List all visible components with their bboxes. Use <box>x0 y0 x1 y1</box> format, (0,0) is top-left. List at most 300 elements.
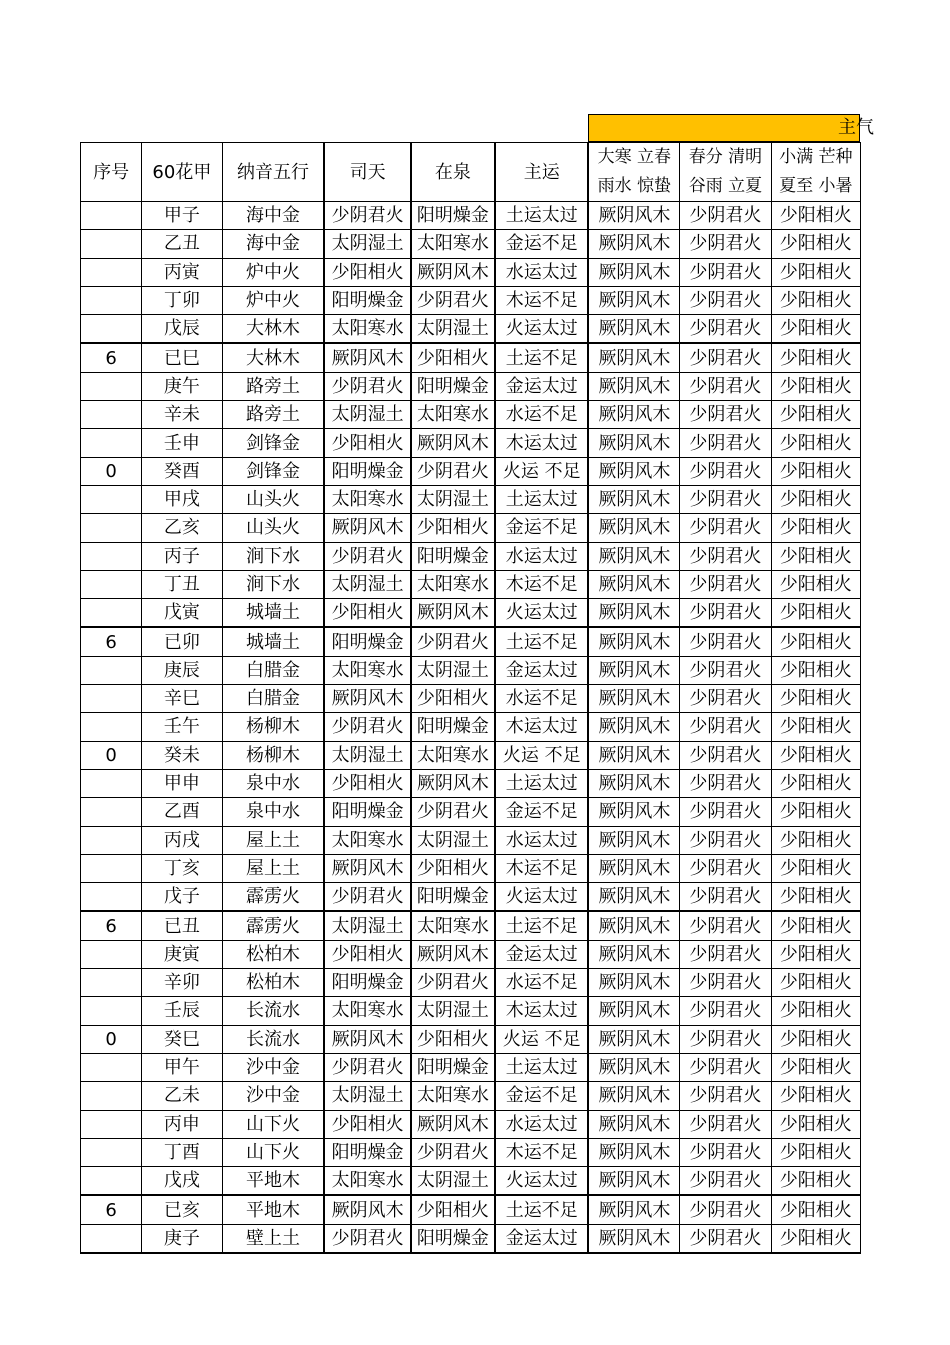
sitian-cell: 厥阴风木 <box>324 1195 410 1224</box>
qi3-cell: 少阳相火 <box>771 997 860 1025</box>
sitian-cell: 太阳寒水 <box>324 315 410 344</box>
ganzhi-cell: 已亥 <box>142 1195 222 1224</box>
qi3-cell: 少阳相火 <box>771 372 860 400</box>
seq-cell <box>81 798 142 826</box>
table-row <box>81 1110 861 1138</box>
sitian-cell: 太阳寒水 <box>324 826 410 854</box>
seq-cell <box>81 542 142 570</box>
seq-cell <box>81 286 142 314</box>
seq-cell <box>81 230 142 258</box>
zaiquan-cell: 少阴君火 <box>411 286 495 314</box>
header-qi3-line1: 小满 芒种 <box>779 147 853 167</box>
qi2-cell: 少阴君火 <box>680 1224 771 1253</box>
nayin-cell: 山头火 <box>222 485 324 513</box>
zhuyun-cell: 木运太过 <box>495 997 588 1025</box>
qi3-cell: 少阳相火 <box>771 713 860 741</box>
header-qi1 <box>588 143 679 202</box>
sitian-cell: 太阴湿土 <box>324 570 410 598</box>
qi1-cell: 厥阴风木 <box>588 315 679 344</box>
qi3-cell: 少阳相火 <box>771 429 860 457</box>
zaiquan-cell: 少阳相火 <box>411 1025 495 1053</box>
ganzhi-cell: 癸未 <box>142 741 222 769</box>
qi1-cell: 厥阴风木 <box>588 1082 679 1110</box>
zhuyun-cell: 金运太过 <box>495 372 588 400</box>
qi2-cell: 少阴君火 <box>680 570 771 598</box>
zaiquan-cell: 厥阴风木 <box>411 769 495 797</box>
nayin-cell: 白腊金 <box>222 685 324 713</box>
table-row <box>81 656 861 684</box>
zaiquan-cell: 太阳寒水 <box>411 401 495 429</box>
qi1-cell: 厥阴风木 <box>588 911 679 940</box>
qi1-cell: 厥阴风木 <box>588 940 679 968</box>
zhuyun-cell: 金运不足 <box>495 1082 588 1110</box>
qi2-cell: 少阴君火 <box>680 514 771 542</box>
qi1-cell: 厥阴风木 <box>588 685 679 713</box>
zhuyun-cell: 土运太过 <box>495 769 588 797</box>
sitian-cell: 厥阴风木 <box>324 514 410 542</box>
zhuyun-cell: 水运太过 <box>495 542 588 570</box>
ganzhi-cell: 辛未 <box>142 401 222 429</box>
table-row <box>81 826 861 854</box>
header-row <box>81 143 861 202</box>
qi1-cell: 厥阴风木 <box>588 826 679 854</box>
qi3-cell: 少阳相火 <box>771 599 860 628</box>
table-row <box>81 798 861 826</box>
qi3-cell: 少阳相火 <box>771 656 860 684</box>
table-row <box>81 485 861 513</box>
qi2-cell: 少阴君火 <box>680 854 771 882</box>
seq-cell <box>81 372 142 400</box>
zaiquan-cell: 阳明燥金 <box>411 1053 495 1081</box>
seq-cell <box>81 1053 142 1081</box>
zhuyun-cell: 水运太过 <box>495 826 588 854</box>
table-row <box>81 883 861 912</box>
ganzhi-cell: 癸酉 <box>142 457 222 485</box>
zhuyun-cell: 金运太过 <box>495 940 588 968</box>
table-row <box>81 599 861 628</box>
table-row <box>81 969 861 997</box>
zhuyun-cell: 木运太过 <box>495 713 588 741</box>
nayin-cell: 剑锋金 <box>222 429 324 457</box>
sitian-cell: 少阴君火 <box>324 1053 410 1081</box>
table-row <box>81 230 861 258</box>
qi2-cell: 少阴君火 <box>680 997 771 1025</box>
zaiquan-cell: 阳明燥金 <box>411 1224 495 1253</box>
qi1-cell: 厥阴风木 <box>588 1138 679 1166</box>
zhuyun-cell: 木运不足 <box>495 286 588 314</box>
sitian-cell: 厥阴风木 <box>324 685 410 713</box>
seq-cell <box>81 315 142 344</box>
table-row <box>81 1167 861 1196</box>
seq-cell <box>81 854 142 882</box>
table-row <box>81 1224 861 1253</box>
table-row <box>81 1082 861 1110</box>
qi1-cell: 厥阴风木 <box>588 1110 679 1138</box>
ganzhi-cell: 癸巳 <box>142 1025 222 1053</box>
ganzhi-cell: 甲戌 <box>142 485 222 513</box>
seq-cell: 6 <box>81 627 142 656</box>
sitian-cell: 阳明燥金 <box>324 286 410 314</box>
zaiquan-cell: 阳明燥金 <box>411 202 495 230</box>
qi2-cell: 少阴君火 <box>680 798 771 826</box>
qi2-cell: 少阴君火 <box>680 685 771 713</box>
zhuyun-cell: 木运不足 <box>495 854 588 882</box>
header-qi2 <box>680 143 771 202</box>
ganzhi-cell: 已卯 <box>142 627 222 656</box>
table-row <box>81 514 861 542</box>
nayin-cell: 城墙土 <box>222 599 324 628</box>
qi1-cell: 厥阴风木 <box>588 1195 679 1224</box>
qi2-cell: 少阴君火 <box>680 969 771 997</box>
nayin-cell: 屋上土 <box>222 854 324 882</box>
zaiquan-cell: 少阴君火 <box>411 457 495 485</box>
ganzhi-cell: 壬午 <box>142 713 222 741</box>
nayin-cell: 涧下水 <box>222 570 324 598</box>
seq-cell <box>81 1167 142 1196</box>
ganzhi-cell: 丁亥 <box>142 854 222 882</box>
sitian-cell: 少阴君火 <box>324 202 410 230</box>
nayin-cell: 山下火 <box>222 1110 324 1138</box>
zhuyun-cell: 木运不足 <box>495 1138 588 1166</box>
seq-cell <box>81 883 142 912</box>
qi3-cell: 少阳相火 <box>771 769 860 797</box>
qi3-cell: 少阳相火 <box>771 1167 860 1196</box>
zhuyun-cell: 金运太过 <box>495 1224 588 1253</box>
qi3-cell: 少阳相火 <box>771 798 860 826</box>
ganzhi-cell: 壬辰 <box>142 997 222 1025</box>
qi2-cell: 少阴君火 <box>680 741 771 769</box>
sitian-cell: 少阳相火 <box>324 599 410 628</box>
header-zaiquan: 在泉 <box>411 143 495 202</box>
qi3-cell: 少阳相火 <box>771 1053 860 1081</box>
table-row <box>81 1138 861 1166</box>
sitian-cell: 太阴湿土 <box>324 401 410 429</box>
qi3-cell: 少阳相火 <box>771 343 860 372</box>
zaiquan-cell: 阳明燥金 <box>411 713 495 741</box>
qi1-cell: 厥阴风木 <box>588 997 679 1025</box>
table-row <box>81 854 861 882</box>
zhuyun-cell: 木运太过 <box>495 429 588 457</box>
seq-cell: 6 <box>81 911 142 940</box>
qi1-cell: 厥阴风木 <box>588 854 679 882</box>
table-row <box>81 627 861 656</box>
nayin-cell: 城墙土 <box>222 627 324 656</box>
sitian-cell: 阳明燥金 <box>324 1138 410 1166</box>
qi2-cell: 少阴君火 <box>680 230 771 258</box>
nayin-cell: 涧下水 <box>222 542 324 570</box>
qi3-cell: 少阳相火 <box>771 854 860 882</box>
qi1-cell: 厥阴风木 <box>588 599 679 628</box>
zhuyun-cell: 木运不足 <box>495 570 588 598</box>
sitian-cell: 少阴君火 <box>324 1224 410 1253</box>
sitian-cell: 少阳相火 <box>324 769 410 797</box>
qi2-cell: 少阴君火 <box>680 1025 771 1053</box>
ganzhi-cell: 丙子 <box>142 542 222 570</box>
zaiquan-cell: 少阳相火 <box>411 1195 495 1224</box>
zhuyun-cell: 水运太过 <box>495 258 588 286</box>
nayin-cell: 大林木 <box>222 315 324 344</box>
seq-cell <box>81 1224 142 1253</box>
qi3-cell: 少阳相火 <box>771 627 860 656</box>
ganzhi-cell: 丁卯 <box>142 286 222 314</box>
zhuyun-cell: 水运太过 <box>495 1110 588 1138</box>
zhuyun-cell: 火运 不足 <box>495 457 588 485</box>
header-nayin: 纳音五行 <box>222 143 324 202</box>
header-qi3 <box>771 143 860 202</box>
qi3-cell: 少阳相火 <box>771 315 860 344</box>
qi1-cell: 厥阴风木 <box>588 627 679 656</box>
ganzhi-cell: 辛巳 <box>142 685 222 713</box>
nayin-cell: 海中金 <box>222 230 324 258</box>
nayin-cell: 山下火 <box>222 1138 324 1166</box>
qi3-cell: 少阳相火 <box>771 1110 860 1138</box>
qi1-cell: 厥阴风木 <box>588 230 679 258</box>
zaiquan-cell: 太阳寒水 <box>411 741 495 769</box>
zhuyun-cell: 金运太过 <box>495 656 588 684</box>
qi3-cell: 少阳相火 <box>771 940 860 968</box>
zhuyun-cell: 火运 不足 <box>495 1025 588 1053</box>
seq-cell <box>81 1110 142 1138</box>
sitian-cell: 少阳相火 <box>324 940 410 968</box>
seq-cell <box>81 656 142 684</box>
qi2-cell: 少阴君火 <box>680 401 771 429</box>
sitian-cell: 少阴君火 <box>324 713 410 741</box>
nayin-cell: 霹雳火 <box>222 883 324 912</box>
zaiquan-cell: 太阳寒水 <box>411 230 495 258</box>
qi3-cell: 少阳相火 <box>771 1138 860 1166</box>
qi3-cell: 少阳相火 <box>771 570 860 598</box>
seq-cell <box>81 202 142 230</box>
sitian-cell: 少阴君火 <box>324 542 410 570</box>
nayin-cell: 大林木 <box>222 343 324 372</box>
table-row <box>81 202 861 230</box>
zhuyun-cell: 火运 不足 <box>495 741 588 769</box>
seq-cell <box>81 713 142 741</box>
qi3-cell: 少阳相火 <box>771 401 860 429</box>
nayin-cell: 炉中火 <box>222 258 324 286</box>
table-row <box>81 429 861 457</box>
data-table <box>80 142 861 1254</box>
sitian-cell: 太阴湿土 <box>324 1082 410 1110</box>
qi1-cell: 厥阴风木 <box>588 286 679 314</box>
qi3-cell: 少阳相火 <box>771 1082 860 1110</box>
sitian-cell: 太阳寒水 <box>324 997 410 1025</box>
qi1-cell: 厥阴风木 <box>588 429 679 457</box>
nayin-cell: 海中金 <box>222 202 324 230</box>
seq-cell: 6 <box>81 1195 142 1224</box>
zhuyun-cell: 土运太过 <box>495 1053 588 1081</box>
nayin-cell: 沙中金 <box>222 1053 324 1081</box>
seq-cell <box>81 1082 142 1110</box>
qi3-cell: 少阳相火 <box>771 286 860 314</box>
ganzhi-cell: 庚子 <box>142 1224 222 1253</box>
qi2-cell: 少阴君火 <box>680 1082 771 1110</box>
qi3-cell: 少阳相火 <box>771 202 860 230</box>
sitian-cell: 太阴湿土 <box>324 741 410 769</box>
seq-cell <box>81 769 142 797</box>
seq-cell <box>81 258 142 286</box>
banner-label: 主气 <box>838 117 874 138</box>
zhuyun-cell: 火运太过 <box>495 315 588 344</box>
qi2-cell: 少阴君火 <box>680 315 771 344</box>
qi2-cell: 少阴君火 <box>680 1138 771 1166</box>
zhuyun-cell: 土运不足 <box>495 343 588 372</box>
zaiquan-cell: 少阴君火 <box>411 627 495 656</box>
ganzhi-cell: 戊寅 <box>142 599 222 628</box>
table-row <box>81 570 861 598</box>
zhuyun-cell: 土运不足 <box>495 1195 588 1224</box>
zaiquan-cell: 太阳寒水 <box>411 1082 495 1110</box>
sitian-cell: 厥阴风木 <box>324 854 410 882</box>
qi1-cell: 厥阴风木 <box>588 401 679 429</box>
qi2-cell: 少阴君火 <box>680 627 771 656</box>
qi2-cell: 少阴君火 <box>680 1053 771 1081</box>
qi2-cell: 少阴君火 <box>680 202 771 230</box>
ganzhi-cell: 戊辰 <box>142 315 222 344</box>
qi1-cell: 厥阴风木 <box>588 713 679 741</box>
header-banner <box>588 114 860 142</box>
nayin-cell: 白腊金 <box>222 656 324 684</box>
qi2-cell: 少阴君火 <box>680 826 771 854</box>
nayin-cell: 壁上土 <box>222 1224 324 1253</box>
ganzhi-cell: 乙丑 <box>142 230 222 258</box>
ganzhi-cell: 乙亥 <box>142 514 222 542</box>
qi2-cell: 少阴君火 <box>680 286 771 314</box>
zaiquan-cell: 厥阴风木 <box>411 940 495 968</box>
zaiquan-cell: 太阳寒水 <box>411 911 495 940</box>
zhuyun-cell: 火运太过 <box>495 883 588 912</box>
header-ganzhi: 60花甲 <box>142 143 222 202</box>
seq-cell <box>81 826 142 854</box>
header-qi1-line1: 大寒 立春 <box>597 147 672 167</box>
table-row <box>81 1195 861 1224</box>
qi2-cell: 少阴君火 <box>680 343 771 372</box>
qi2-cell: 少阴君火 <box>680 656 771 684</box>
qi1-cell: 厥阴风木 <box>588 570 679 598</box>
zhuyun-cell: 金运不足 <box>495 514 588 542</box>
ganzhi-cell: 丁丑 <box>142 570 222 598</box>
zaiquan-cell: 厥阴风木 <box>411 258 495 286</box>
zhuyun-cell: 土运不足 <box>495 627 588 656</box>
ganzhi-cell: 已丑 <box>142 911 222 940</box>
seq-cell <box>81 401 142 429</box>
qi2-cell: 少阴君火 <box>680 911 771 940</box>
qi2-cell: 少阴君火 <box>680 713 771 741</box>
table-row <box>81 286 861 314</box>
ganzhi-cell: 辛卯 <box>142 969 222 997</box>
qi1-cell: 厥阴风木 <box>588 1053 679 1081</box>
qi2-cell: 少阴君火 <box>680 485 771 513</box>
nayin-cell: 杨柳木 <box>222 741 324 769</box>
ganzhi-cell: 乙未 <box>142 1082 222 1110</box>
sitian-cell: 太阴湿土 <box>324 230 410 258</box>
zhuyun-cell: 火运太过 <box>495 599 588 628</box>
zaiquan-cell: 太阴湿土 <box>411 997 495 1025</box>
nayin-cell: 路旁土 <box>222 401 324 429</box>
nayin-cell: 沙中金 <box>222 1082 324 1110</box>
ganzhi-cell: 戊戌 <box>142 1167 222 1196</box>
qi3-cell: 少阳相火 <box>771 457 860 485</box>
ganzhi-cell: 丙申 <box>142 1110 222 1138</box>
header-zhuyun: 主运 <box>495 143 588 202</box>
zaiquan-cell: 太阴湿土 <box>411 826 495 854</box>
nayin-cell: 平地木 <box>222 1167 324 1196</box>
sitian-cell: 厥阴风木 <box>324 343 410 372</box>
ganzhi-cell: 丁酉 <box>142 1138 222 1166</box>
nayin-cell: 霹雳火 <box>222 911 324 940</box>
ganzhi-cell: 丙戌 <box>142 826 222 854</box>
seq-cell <box>81 997 142 1025</box>
nayin-cell: 屋上土 <box>222 826 324 854</box>
sitian-cell: 阳明燥金 <box>324 457 410 485</box>
ganzhi-cell: 庚辰 <box>142 656 222 684</box>
ganzhi-cell: 戊子 <box>142 883 222 912</box>
nayin-cell: 剑锋金 <box>222 457 324 485</box>
table-row <box>81 997 861 1025</box>
table-row <box>81 940 861 968</box>
nayin-cell: 松柏木 <box>222 969 324 997</box>
seq-cell <box>81 969 142 997</box>
header-qi3-line2: 夏至 小暑 <box>779 176 853 196</box>
header-qi2-line2: 谷雨 立夏 <box>688 176 763 196</box>
nayin-cell: 泉中水 <box>222 769 324 797</box>
zhuyun-cell: 土运太过 <box>495 485 588 513</box>
zhuyun-cell: 火运太过 <box>495 1167 588 1196</box>
ganzhi-cell: 甲子 <box>142 202 222 230</box>
qi2-cell: 少阴君火 <box>680 542 771 570</box>
qi3-cell: 少阳相火 <box>771 485 860 513</box>
zhuyun-cell: 水运不足 <box>495 685 588 713</box>
seq-cell: 0 <box>81 741 142 769</box>
qi1-cell: 厥阴风木 <box>588 656 679 684</box>
zaiquan-cell: 厥阴风木 <box>411 1110 495 1138</box>
qi1-cell: 厥阴风木 <box>588 457 679 485</box>
ganzhi-cell: 乙酉 <box>142 798 222 826</box>
qi3-cell: 少阳相火 <box>771 969 860 997</box>
zaiquan-cell: 太阴湿土 <box>411 315 495 344</box>
header-seq: 序号 <box>81 143 142 202</box>
sitian-cell: 厥阴风木 <box>324 1025 410 1053</box>
sitian-cell: 少阳相火 <box>324 1110 410 1138</box>
zhuyun-cell: 水运不足 <box>495 401 588 429</box>
qi1-cell: 厥阴风木 <box>588 798 679 826</box>
seq-cell <box>81 1138 142 1166</box>
seq-cell: 0 <box>81 457 142 485</box>
zhuyun-cell: 水运不足 <box>495 969 588 997</box>
nayin-cell: 长流水 <box>222 1025 324 1053</box>
qi3-cell: 少阳相火 <box>771 1224 860 1253</box>
qi2-cell: 少阴君火 <box>680 372 771 400</box>
ganzhi-cell: 甲申 <box>142 769 222 797</box>
table-row <box>81 343 861 372</box>
table-row <box>81 258 861 286</box>
seq-cell <box>81 599 142 628</box>
sitian-cell: 少阳相火 <box>324 258 410 286</box>
nayin-cell: 泉中水 <box>222 798 324 826</box>
header-sitian: 司天 <box>324 143 410 202</box>
zaiquan-cell: 厥阴风木 <box>411 599 495 628</box>
qi2-cell: 少阴君火 <box>680 599 771 628</box>
ganzhi-cell: 庚午 <box>142 372 222 400</box>
nayin-cell: 平地木 <box>222 1195 324 1224</box>
qi2-cell: 少阴君火 <box>680 940 771 968</box>
qi1-cell: 厥阴风木 <box>588 372 679 400</box>
zaiquan-cell: 少阳相火 <box>411 854 495 882</box>
qi2-cell: 少阴君火 <box>680 883 771 912</box>
zaiquan-cell: 阳明燥金 <box>411 883 495 912</box>
zaiquan-cell: 少阳相火 <box>411 514 495 542</box>
seq-cell: 6 <box>81 343 142 372</box>
